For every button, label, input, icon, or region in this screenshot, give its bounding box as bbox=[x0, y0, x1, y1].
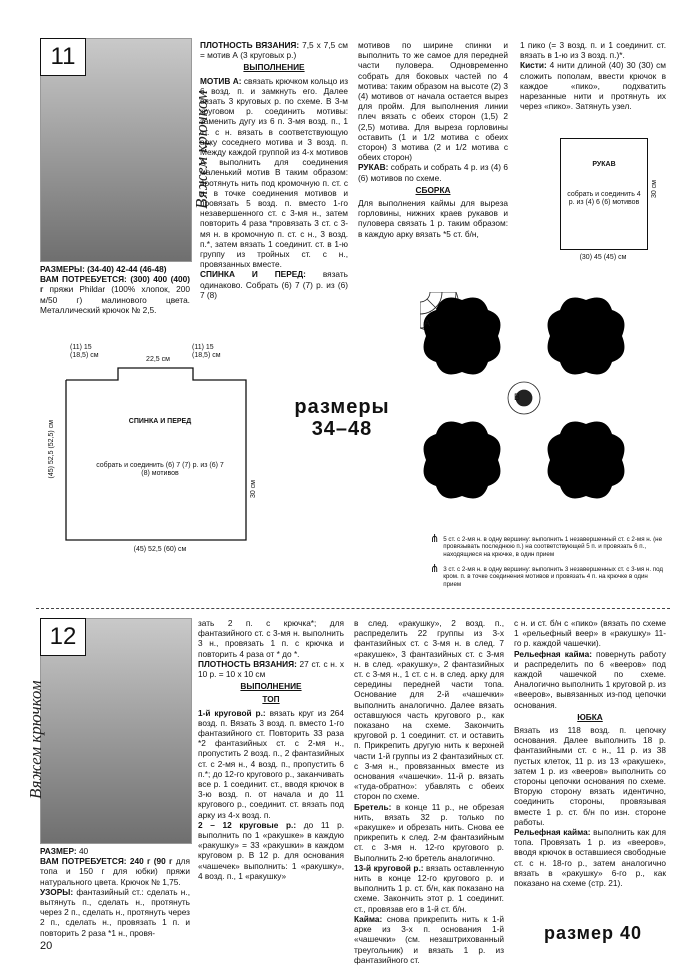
section11-col3 bbox=[520, 40, 666, 111]
col3-text: 1 пико (= 3 возд. п. и 1 соединит. ст. вязать в 1-ю из 3 возд. п.)*. bbox=[520, 40, 666, 61]
exec-heading-11: ВЫПОЛНЕНИЕ bbox=[243, 62, 305, 73]
back-front-text: вязать одинаково. Собрать (6) 7 (7) р. из (6) 7 (8) bbox=[200, 269, 348, 300]
tassels-label: Кисти: bbox=[520, 60, 547, 71]
body-bottom-dim: (45) 52,5 (60) см bbox=[133, 546, 187, 553]
need-text: пряжи Phildar (100% хлопок, 200 м/50 г) малинового цвета. Металлический крючок № 2,5. bbox=[40, 284, 190, 315]
skirt-heading: ЮБКА bbox=[577, 711, 603, 722]
need-text-12: для топа и 150 г для юбки) пряжи натурального цвета. Крючок № 1,75. bbox=[40, 856, 191, 887]
density-text-12: 27 ст. с н. х 10 р. = 10 х 10 см bbox=[198, 658, 344, 680]
assembly-heading: СБОРКА bbox=[415, 184, 451, 195]
sleeve-diagram bbox=[560, 138, 648, 250]
col3-text-12: с н. и ст. б/н с «пико» (вязать по схеме 1 «рельефный веер» в «ракушку» 11-го р. каждой чашечки). bbox=[514, 618, 666, 649]
legend-2-icon: ⋔ bbox=[430, 563, 440, 575]
relief-text: повернуть работу и распределить по 6 «вееров» под каждой чашечкой по схеме. Аналогично выполнить 1 круговой р. из «вееров», вывязанных из-под цепочки основания. bbox=[514, 648, 666, 710]
vertical-caption-12: Вяжем крючком bbox=[26, 680, 45, 800]
sleeve-box-text: собрать и соединить 4 р. из (4) 6 (6) мотивов bbox=[567, 191, 641, 206]
legend-2 bbox=[430, 563, 666, 588]
skirt-text: Вязать из 118 возд. п. цепочку основания. Далее выполнить 18 р. фантазийными ст. с н., 11 р. из 38 пустых клеток, 11 р. из 13 «ракушек», затем 1 р. из «вееров» выполнить со стороны цепочки основания по схеме. Вторую сторону вязать идентично, соединить стороны, провязывая вместе 1 р. ст. б/н по изн. стороне работы. bbox=[514, 725, 666, 827]
section12-col0 bbox=[40, 846, 190, 938]
col2-text: мотивов по ширине спинки и выполнить то же самое для передней части пуловера. Одновременно собрать для боковых частей по 4 мотива: таким образом на высоте (2) 3 (4) мотивов от начала остается вырез для пройм. Для выполнения линии плеч вязать с обеих сторон (1,5) 2 (2,5) мотива. Для выреза горловины оставить (1 и 1/2 мотива с обеих сторон) 3 мотива (2 и 1/2 мотива с обеих сторон) bbox=[358, 40, 508, 163]
patterns-label: УЗОРЫ: bbox=[40, 886, 74, 897]
col2-text-12: в след. «ракушку», 2 возд. п., распределить 22 группы из 3-х фантазийных ст. с 3-мя н. в след. 7 «ракушек», 3 фантазийных ст. с 3-мя н. в след. «ракушку», 2 фантазийных ст. с 3-мя н., 1 ст. с н. в след. арку для середины передней части топа. Основание для 2-й «чашечки» выполнить аналогично. Далее вязать оставшуюся часть кругового р., как показано на схеме. Закончить круговой р. 1 соединит. ст. и оставить п. Прикрепить другую нить к верхней части 1-й группы из 2 фантазийных ст. с 3-мя н., провязанных вместе из основания «чашечки». 11-й р. вязать «туда-обратно»: убавлять с обеих сторон по схеме. bbox=[354, 618, 504, 802]
round2-text: до 11 р. выполнить по 1 «ракушке» в каждую «ракушку» = 33 «ракушки» в каждом круговом р. В 12 р. для основания «чашечек» выполнить: 1 «ракушку», 4 возд. п., 1 «ракушку» bbox=[198, 819, 344, 881]
round1-label: 1-й круговой р.: bbox=[198, 707, 266, 718]
round13-label: 13-й круговой р.: bbox=[354, 862, 424, 873]
assembly-text: Для выполнения каймы для выреза горловины, нижних краев рукавов и пуловера связать 1 р. таким образом: в каждую арку вязать *5 ст. б/н, bbox=[358, 198, 508, 239]
section-number-11: 11 bbox=[40, 38, 86, 76]
vertical-caption-11: Вяжем крючком bbox=[192, 90, 211, 210]
density-text: 7,5 х 7,5 см = мотив А (3 круговых р.) bbox=[200, 40, 348, 61]
tassels-text: 4 нити длиной (40) 30 (30) см сложить пополам, ввести крючок в каждое «пико», подхватить нарезанные нити и протянуть их через «пико». Затянуть узел. bbox=[520, 60, 666, 112]
sizes-label: РАЗМЕРЫ: bbox=[40, 264, 85, 274]
legend-1 bbox=[430, 533, 666, 558]
section11-col1 bbox=[200, 40, 348, 300]
strap-text: в конце 11 р., не обрезая нить, вязать 32 р. только по «ракушке» и обрезать нить. Снова ее прикрепить к след. 2-м фантазийным ст. с 3-мя н. 12-го кругового р. Выполнить 2-ю бретель аналогично. bbox=[354, 801, 504, 863]
size-value-12: 40 bbox=[76, 846, 89, 856]
sizes-big-line1: размеры bbox=[294, 396, 390, 418]
motif-a-text: связать крючком кольцо из 6 возд. п. и замкнуть его. Далее вязать 3 круговых р. по схеме. В 3-м круговом р. соединить мотивы: заменить дугу из 6 п. 3-мя возд. п., 1 ст. с н. вязать в соответствующую арку соседнего мотива и 3 возд. п. Между каждой группой из 4-х мотивов А выполнить для соединения маленький мотив В таким образом: протянуть нить под кромочную п. ст. с н. в точке соединения мотивов и провязать 5 возд. п. вместо 1-го незавершенного ст. с 3-мя н., затем повторить 4 раза *провязать 3 ст. с 3-мя н. в кромочную п. ст. с н., 3 возд. п.*, затем вязать 1 соединит. ст. в 1-ю группу из тройных ст. с н., провязанных вместе. bbox=[200, 75, 348, 270]
relief2-text: выполнить как для топа. Провязать 1 р. из «вееров», вводя крючок в оставшиеся свободные ст. с н. 18-го р., затем аналогично вязать в «ракушку» 6-го р., как показано на схеме (стр. 21). bbox=[514, 827, 667, 889]
trim-label: Кайма: bbox=[354, 913, 383, 924]
body-title: СПИНКА И ПЕРЕД bbox=[128, 418, 192, 425]
density-label-12: ПЛОТНОСТЬ ВЯЗАНИЯ: bbox=[198, 658, 297, 669]
sleeve-box-bottom: (30) 45 (45) см bbox=[579, 254, 627, 261]
trim-text: снова прикрепить нить к 1-й арке из 3-х п. основания 1-й «чашечки» (см. незаштрихованный треугольник) и вязать 1 р. из фантазийного ст. bbox=[354, 913, 504, 965]
schema-label-b: В bbox=[514, 392, 521, 402]
top-heading: ТОП bbox=[262, 694, 280, 705]
back-front-label: СПИНКА И ПЕРЕД: bbox=[200, 269, 306, 280]
legend-2-text: 3 ст. с 2-мя н. в одну вершину: выполнить 3 незавершенных ст. с 3-мя н. под кром. п. в точке соединения мотивов и провязать 4 п. на крючке в один прием bbox=[443, 566, 664, 588]
round1-text: вязать круг из 264 возд. п. Вязать 3 возд. п. вместо 1-го фантазийного ст. Повторить 33 раза *2 фантазийных ст. с 2-мя н., пропустить 2 возд. п., 2 фантазийных ст. с 2-мя н., 4 возд. п., пропустить 6 п.*; до 12-го кругового р., заканчивать все р. 1 соединит. ст., вводя крючок в 3-ю возд. п. от начала и до 11 кругового р., соединит. ст. вязать под арку из 4-х возд. п. bbox=[198, 707, 344, 820]
body-text: собрать и соединить (6) 7 (7) р. из (6) 7 (8) мотивов bbox=[96, 462, 224, 477]
body-left-dim: (45) 52,5 (52,5) см bbox=[48, 420, 55, 479]
sizes-big-title bbox=[262, 396, 422, 440]
col1-top-12: зать 2 п. с крючка*; для фантазийного ст. с 3-мя н. выполнить 3 н., провязать 1 п. с крючка и повторить 4 раза от * до *. bbox=[198, 618, 344, 659]
legend-1-icon: ⋔ bbox=[430, 533, 440, 545]
section12-col3 bbox=[514, 618, 666, 888]
body-top-right: (11) 15 (18,5) см bbox=[192, 344, 221, 359]
section11-col2 bbox=[358, 40, 508, 239]
sleeve-text: собрать и собрать 4 р. из (4) 6 (6) мотивов по схеме. bbox=[358, 162, 508, 183]
body-top-mid: 22,5 см bbox=[146, 356, 170, 363]
strap-label: Бретель: bbox=[354, 801, 392, 812]
sleeve-box-title: РУКАВ bbox=[592, 161, 616, 168]
body-top-left: (11) 15 (18,5) см bbox=[70, 344, 99, 359]
relief-label: Рельефная кайма: bbox=[514, 648, 592, 659]
legend-1-text: 5 ст. с 2-мя н. в одну вершину: выполнить 1 незавершенный ст. с 2-мя н. (не провязывать последнюю п.) на соответствующей 5 п. и провязать 6 п., находящиеся на крючке, в один прием bbox=[443, 536, 663, 558]
density-label: ПЛОТНОСТЬ ВЯЗАНИЯ: bbox=[200, 40, 300, 50]
sleeve-box-side: 30 см bbox=[651, 180, 658, 199]
patterns-text: фантазийный ст.: сделать н., вытянуть п., сделать н., протянуть через 2 п., сделать н., протянуть через 2 п., сделать н., провязать 1 п. и повторить 2 раза *1 н., провя- bbox=[40, 886, 190, 938]
crochet-schema bbox=[420, 292, 670, 532]
section11-col0 bbox=[40, 264, 190, 315]
sizes-big-line2: 34–48 bbox=[311, 418, 373, 440]
section12-col2 bbox=[354, 618, 504, 965]
round13-text: вязать оставленную нить в конце 12-го кругового р. и выполнить 1 р. ст. б/н, как показано на схеме. Закончить этот р. 1 соединит. ст., провязав его в 1-й ст. б/н. bbox=[354, 862, 504, 914]
schema-label-a: А bbox=[424, 318, 431, 328]
size-big-40: размер 40 bbox=[543, 923, 643, 943]
sizes-value: (34-40) 42-44 (46-48) bbox=[84, 264, 167, 274]
section-number-12: 12 bbox=[40, 618, 86, 656]
need-label: ВАМ ПОТРЕБУЕТСЯ: (300) 400 (400) г bbox=[40, 274, 190, 295]
need-label-12: ВАМ ПОТРЕБУЕТСЯ: 240 г (90 г bbox=[40, 856, 173, 867]
section12-col1 bbox=[198, 618, 344, 881]
section-divider bbox=[36, 608, 670, 609]
page-number: 20 bbox=[40, 940, 53, 952]
round2-label: 2 – 12 круговые р.: bbox=[198, 819, 297, 830]
body-diagram bbox=[58, 360, 258, 550]
exec-heading-12: ВЫПОЛНЕНИЕ bbox=[240, 681, 302, 692]
sleeve-label: РУКАВ: bbox=[358, 162, 389, 173]
size-label-12: РАЗМЕР: bbox=[40, 846, 77, 856]
body-right-dim: 30 см bbox=[250, 480, 257, 499]
motif-a-label: МОТИВ А: bbox=[200, 75, 242, 86]
relief2-label: Рельефная кайма: bbox=[514, 827, 591, 838]
